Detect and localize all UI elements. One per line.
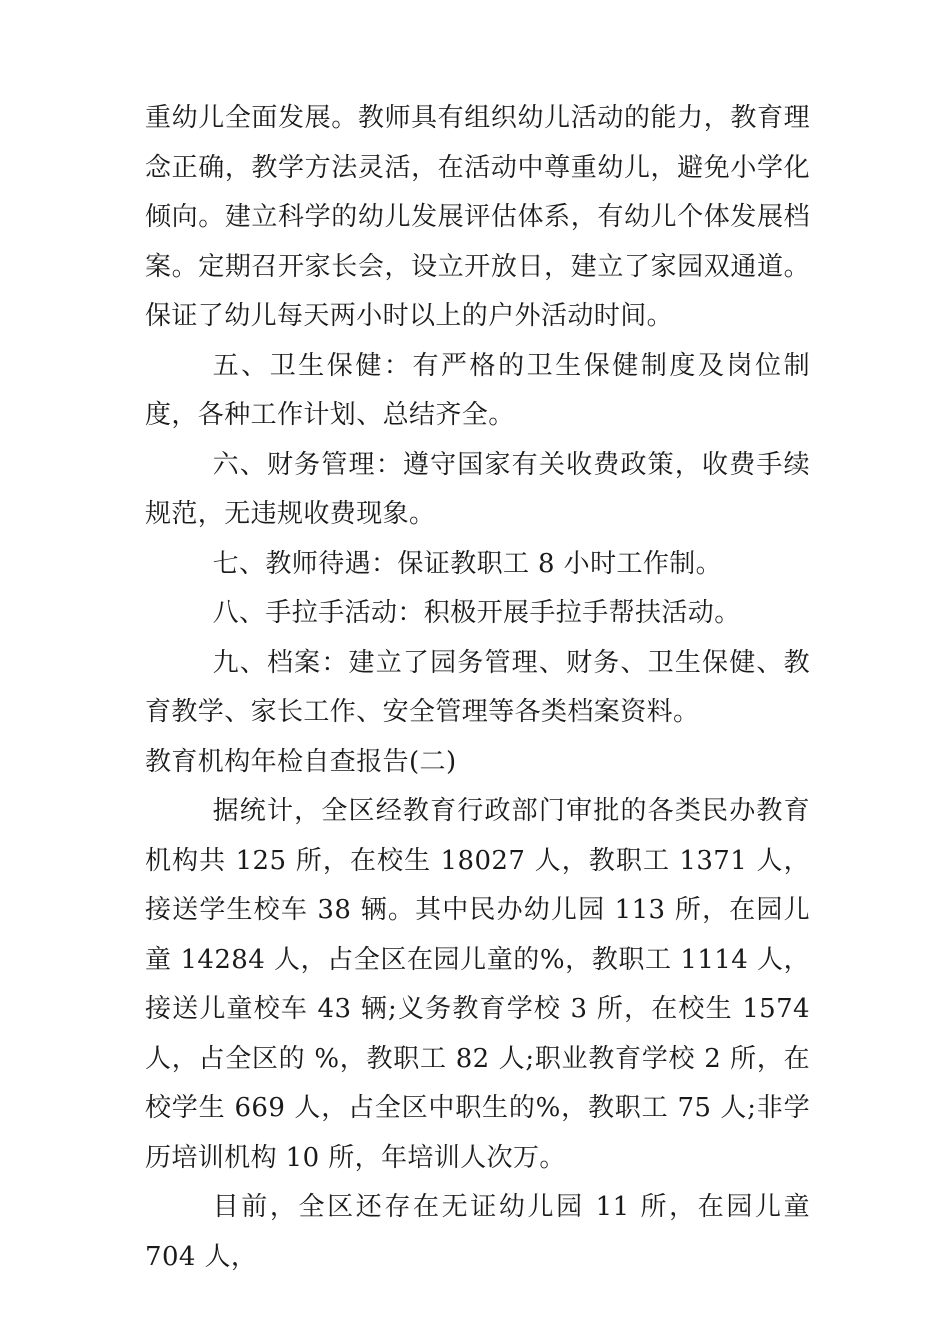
paragraph-archives: 九、档案：建立了园务管理、财务、卫生保健、教育教学、家长工作、安全管理等各类档案资料。 [145,647,810,727]
paragraph-finance: 六、财务管理：遵守国家有关收费政策，收费手续规范，无违规收费现象。 [145,449,810,529]
paragraph-health-care: 五、卫生保健：有严格的卫生保健制度及岗位制度，各种工作计划、总结齐全。 [145,350,810,430]
paragraph-statistics: 据统计，全区经教育行政部门审批的各类民办教育机构共 125 所，在校生 18027 人，教职工 1371 人，接送学生校车 38 辆。其中民办幼儿园 113 所，在园儿童 14284 人，占全区在园儿童的%，教职工 1114 人，接送儿童校车 43 辆;义务教育学校 3 所，在校生 1574 人，占全区的 %，教职工 82 人;职业教育学校 2 所，在校学生 669 人，占全区中职生的%，教职工 75 人;非学历培训机构 10 所，年培训人次万。 [145,796,810,1173]
paragraph-unlicensed: 目前，全区还存在无证幼儿园 11 所，在园儿童 704 人， [145,1192,810,1272]
paragraph-continuation: 重幼儿全面发展。教师具有组织幼儿活动的能力，教育理念正确，教学方法灵活，在活动中尊重幼儿，避免小学化倾向。建立科学的幼儿发展评估体系，有幼儿个体发展档案。定期召开家长会，设立开放日，建立了家园双通道。保证了幼儿每天两小时以上的户外活动时间。 [145,103,810,331]
paragraph-teacher-pay: 七、教师待遇：保证教职工 8 小时工作制。 [212,548,723,579]
paragraph-hand-in-hand: 八、手拉手活动：积极开展手拉手帮扶活动。 [212,598,741,628]
section-heading: 教育机构年检自查报告(二) [145,746,457,777]
document-body [145,94,810,1282]
